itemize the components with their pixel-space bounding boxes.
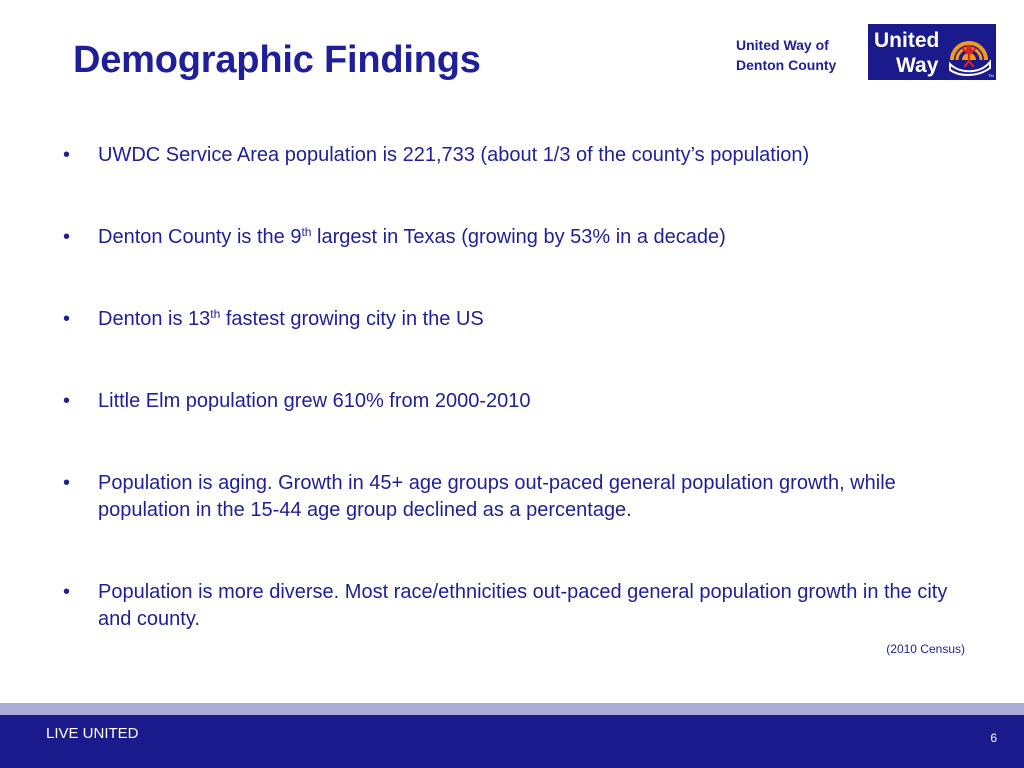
- bullet-text-post: largest in Texas (growing by 53% in a decade): [311, 226, 726, 248]
- ordinal-suffix: th: [210, 307, 221, 321]
- bullet-text: [98, 306, 963, 333]
- bullet-text: Population is aging. Growth in 45+ age groups out-paced general population growth, while population in the 15-44 age group declined as a percentage.: [98, 472, 896, 521]
- bullet-item: [63, 142, 963, 169]
- bullet-dot: •: [63, 390, 71, 412]
- bullet-text: UWDC Service Area population is 221,733 (about 1/3 of the county’s population): [98, 144, 810, 166]
- bullet-dot: •: [63, 472, 71, 494]
- bullet-dot: •: [63, 308, 71, 330]
- org-name-line2: Denton County: [736, 57, 837, 73]
- org-name-line1: United Way of: [736, 37, 829, 53]
- bullet-item: [63, 470, 963, 524]
- logo-united-text: United: [874, 29, 940, 52]
- bullet-item: [63, 388, 963, 415]
- bullet-text: Little Elm population grew 610% from 2000-2010: [98, 390, 531, 412]
- footer-accent-bar: [0, 703, 1024, 715]
- ordinal-suffix: th: [301, 225, 312, 239]
- bullet-dot: •: [63, 226, 71, 248]
- bullet-text-pre: Denton is 13: [98, 308, 211, 330]
- footer-tagline: LIVE UNITED: [46, 725, 139, 742]
- slide-title: Demographic Findings: [73, 39, 481, 81]
- footer-bar: [0, 715, 1024, 768]
- bullet-text: Population is more diverse. Most race/ethnicities out-paced general population growth in the city and county.: [98, 581, 948, 630]
- bullet-text-post: fastest growing city in the US: [220, 308, 484, 330]
- bullet-dot: •: [63, 144, 71, 166]
- bullet-item: [63, 306, 963, 333]
- bullet-item: [63, 579, 963, 633]
- logo-way-text: Way: [896, 54, 939, 77]
- bullet-text-pre: Denton County is the 9: [98, 226, 302, 248]
- bullet-text: [98, 224, 963, 251]
- logo-tm-text: TM: [988, 73, 994, 78]
- source-note: (2010 Census): [886, 642, 965, 656]
- page-number: 6: [990, 731, 997, 745]
- bullet-dot: •: [63, 581, 71, 603]
- bullet-item: [63, 224, 963, 251]
